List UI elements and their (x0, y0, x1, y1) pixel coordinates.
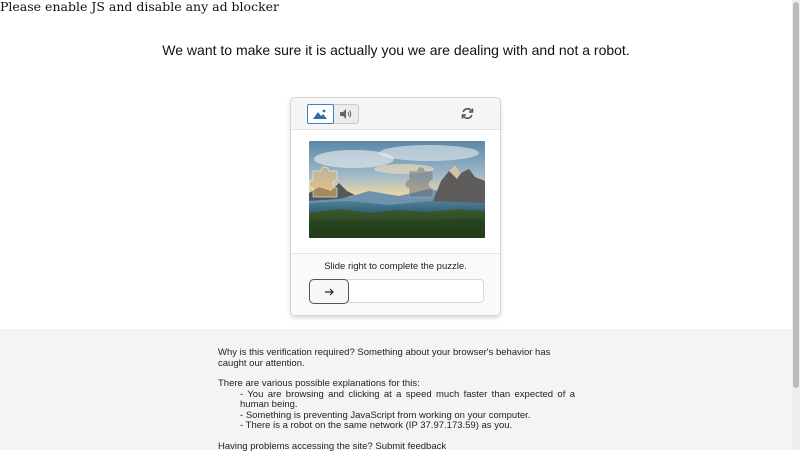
explanation-section (0, 329, 792, 450)
captcha-mode-toggle (307, 104, 359, 124)
arrow-right-icon (325, 288, 334, 296)
explanation-list-heading: There are various possible explanations for this: (218, 378, 420, 389)
slider-instruction: Slide right to complete the puzzle. (324, 261, 467, 272)
noscript-notice: Please enable JS and disable any ad blocker (0, 0, 280, 14)
puzzle-image (309, 141, 485, 238)
refresh-icon (461, 107, 474, 120)
image-mode-button[interactable] (307, 104, 334, 124)
reasons-list (218, 390, 575, 432)
puzzle-piece[interactable] (309, 167, 337, 197)
slider-handle[interactable] (309, 279, 349, 304)
page-headline: We want to make sure it is actually you we are dealing with and not a robot. (162, 42, 630, 58)
list-item: - You are browsing and clicking at a speed much faster than expected of a human being. (240, 390, 575, 411)
audio-mode-button[interactable] (334, 105, 359, 123)
audio-icon (340, 109, 352, 119)
puzzle-slot (405, 167, 433, 197)
explanation-text (218, 348, 575, 462)
captcha-widget (290, 97, 501, 316)
page-scrollbar[interactable] (792, 0, 800, 450)
captcha-toolbar (291, 98, 500, 130)
image-icon (313, 109, 327, 119)
list-item: - Something is preventing JavaScript from working on your computer. (240, 411, 575, 422)
landscape-image (309, 141, 485, 238)
refresh-button[interactable] (461, 107, 474, 120)
explanation-intro: Why is this verification required? Something about your browser's behavior has caught our attention. (218, 347, 551, 369)
scrollbar-thumb[interactable] (793, 2, 799, 388)
list-item: - There is a robot on the same network (IP 37.97.173.59) as you. (240, 421, 575, 432)
feedback-link[interactable]: Having problems accessing the site? Submit feedback (218, 440, 447, 452)
